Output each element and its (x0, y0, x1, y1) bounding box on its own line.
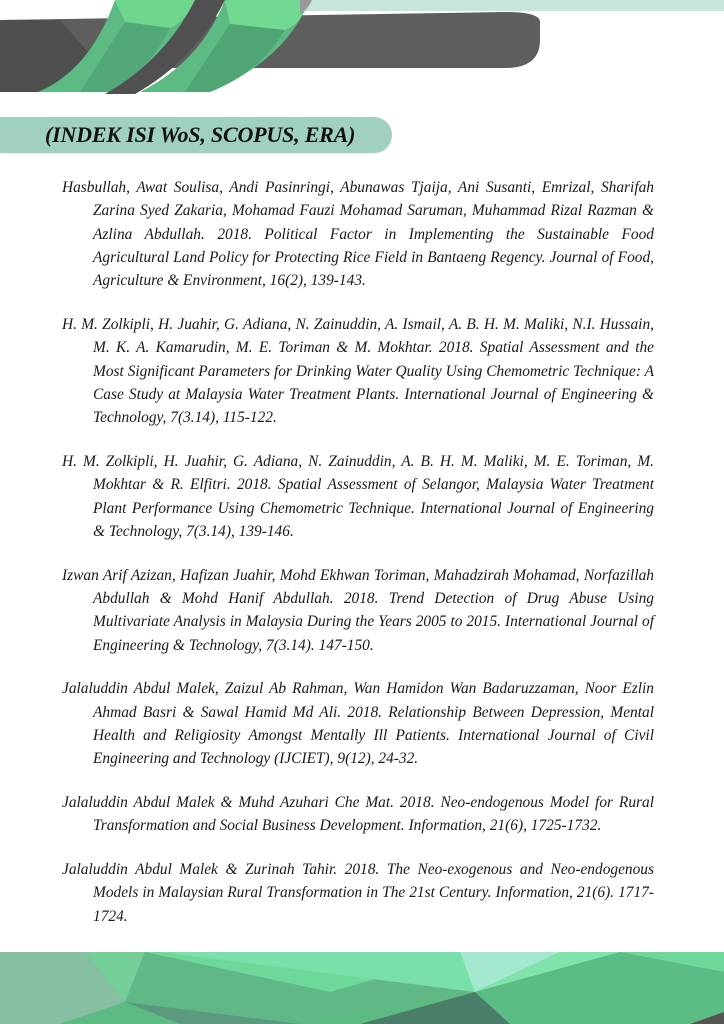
journal-name: International Journal of Civil Engineering and Technology (IJCIET) (93, 726, 654, 768)
volume-pages: , 7(3.14). 147-150. (258, 636, 374, 654)
journal-name: Journal of Food, Agriculture & Environment (93, 248, 654, 290)
reference-item (62, 564, 654, 657)
volume-pages: , 21(6). 1717-1724. (93, 884, 655, 925)
volume-pages: , 16(2), 139-143. (261, 272, 366, 290)
reference-text: Jalaluddin Abdul Malek, Zaizul Ab Rahman, Wan Hamidon Wan Badaruzzaman, Noor Ezlin Ahmad Basri & Sawal Hamid Md Ali. 2018. Relationship Between Depression, Mental Health and Religiosity Amongst Mentally Ill Patients. (62, 680, 654, 744)
reference-list (62, 176, 654, 949)
reference-item (62, 176, 654, 292)
reference-text: Hasbullah, Awat Soulisa, Andi Pasinringi, Abunawas Tjaija, Ani Susanti, Emrizal, Sharifah Zarina Syed Zakaria, Mohamad Fauzi Mohamad Saruman, Muhammad Rizal Razman & Azlina Abdullah. 2018. Political Factor in Implementing the Sustainable Food Agricultural Land Policy for Protecting Rice Field in Bantaeng Regency. (62, 179, 654, 266)
journal-name: Information, (408, 817, 486, 835)
journal-name: Information (495, 884, 570, 902)
volume-pages: , 9(12), 24-32. (329, 750, 419, 768)
journal-name: International Journal of Engineering & Technology (93, 385, 654, 427)
reference-text: Izwan Arif Azizan, Hafizan Juahir, Mohd Ekhwan Toriman, Mahadzirah Mohamad, Norfazillah Abdullah & Mohd Hanif Abdullah. 2018. Trend Detection of Drug Abuse Using Multivariate Analysis in Malaysia During the Years 2005 to 2015. (62, 566, 654, 631)
reference-item (62, 858, 654, 928)
reference-item (62, 313, 654, 429)
reference-item (62, 791, 654, 838)
footer-decoration (0, 952, 724, 1024)
journal-name: International Journal of Engineering & Technology (93, 613, 654, 654)
volume-pages: 21(6), 1725-1732. (485, 817, 602, 835)
reference-text: H. M. Zolkipli, H. Juahir, G. Adiana, N. Zainuddin, A. B. H. M. Maliki, M. E. Toriman, M. Mokhtar & R. Elfitri. 2018. Spatial Assessment of Selangor, Malaysia Water Treatment Plant Performance Using Chemometric Technique. (62, 452, 654, 517)
header-decoration (0, 0, 724, 100)
reference-text: H. M. Zolkipli, H. Juahir, G. Adiana, N. Zainuddin, A. Ismail, A. B. H. M. Maliki, N.I. Hussain, M. K. A. Kamarudin, M. E. Toriman & M. Mokhtar. 2018. Spatial Assessment and the Most Significant Parameters for Drinking Water Quality Using Chemometric Technique: A Case Study at Malaysia Water Treatment Plants. (62, 315, 654, 403)
volume-pages: , 7(3.14), 115-122. (162, 409, 277, 427)
reference-text: Jalaluddin Abdul Malek & Muhd Azuhari Che Mat. 2018. Neo-endogenous Model for Rural Transformation and Social Business Development. (62, 794, 654, 835)
mint-top-bar (300, 0, 724, 11)
section-header (0, 117, 392, 153)
journal-name: International Journal of Engineering & Technology (93, 499, 654, 540)
reference-item (62, 677, 654, 770)
volume-pages: , 7(3.14), 139-146. (178, 522, 294, 540)
reference-item (62, 450, 654, 543)
section-title: (INDEK ISI WoS, SCOPUS, ERA) (45, 122, 356, 147)
reference-text: Jalaluddin Abdul Malek & Zurinah Tahir. 2018. The Neo-exogenous and Neo-endogenous Models in Malaysian Rural Transformation in The 21st Century. (62, 861, 654, 902)
